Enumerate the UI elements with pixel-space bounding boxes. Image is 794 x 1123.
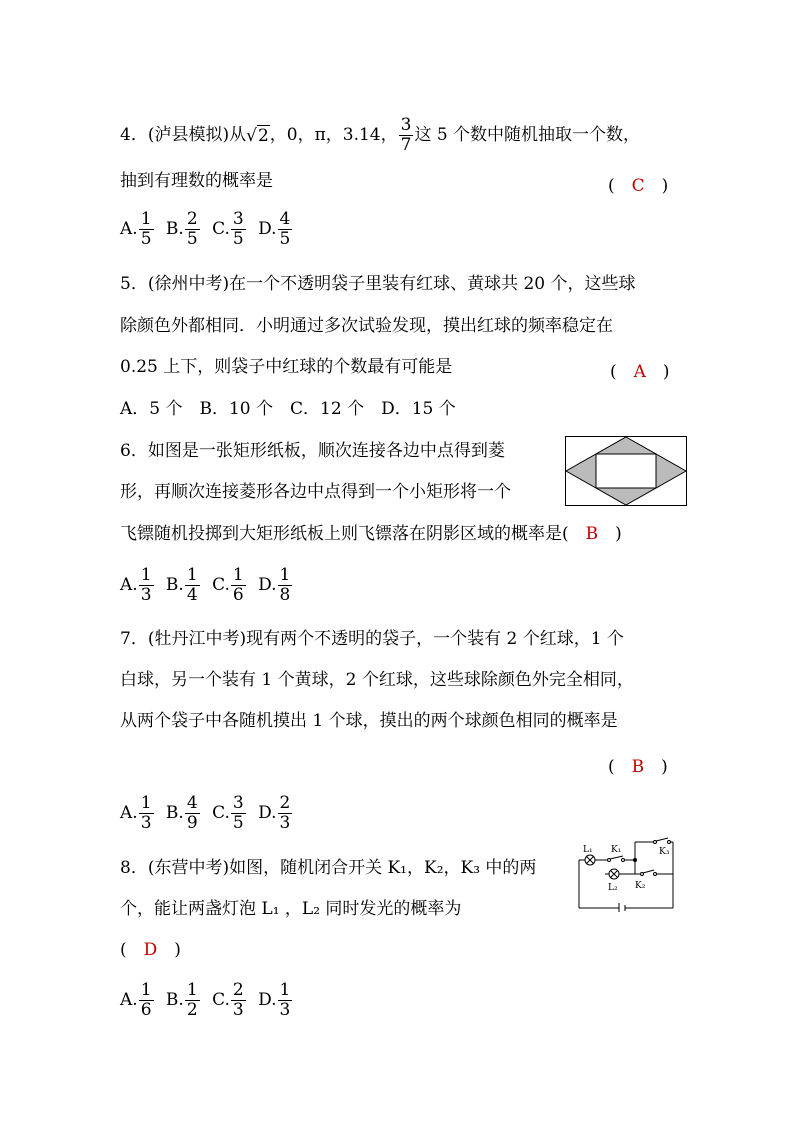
q6-line2: 形，再顺次连接菱形各边中点得到一个小矩形将一个: [120, 482, 511, 502]
q4-answer-box: ( C ): [608, 176, 669, 196]
sqrt-2: √2: [246, 125, 269, 146]
q7-line3: 从两个袋子中各随机摸出 1 个球，摸出的两个球颜色相同的概率是: [120, 711, 618, 731]
q8-answer-box: ( D ): [120, 940, 181, 960]
q5-line1: 5．(徐州中考)在一个不透明袋子里装有红球、黄球共 20 个，这些球: [120, 274, 636, 294]
q4-line1: 4．(泸县模拟)从√2，0，π，3.14， $\frac{3}{7}$ 这 5 个数中随机抽取一个数，: [120, 115, 641, 155]
rectangle-diagram: [565, 436, 687, 506]
label-l1: L₁: [583, 845, 593, 855]
circuit-diagram: [575, 830, 677, 912]
fraction-3-7: $\frac{3}{7}$: [400, 115, 412, 155]
label-k2: K₂: [635, 881, 646, 891]
q8-line1: 8．(东营中考)如图，随机闭合开关 K₁，K₂，K₃ 中的两: [120, 858, 537, 878]
q6-answer: B: [585, 524, 599, 544]
q8-line2: 个，能让两盏灯泡 L₁ ，L₂ 同时发光的概率为: [120, 899, 462, 919]
q8-options: A. $\frac{1}{6}$ B. $\frac{1}{2}$ C. $\frac{2}{3}$ D. $\frac{1}{3}$: [120, 980, 291, 1020]
q5-answer-box: ( A ): [610, 362, 670, 382]
q6-line3: 飞镖随机投掷到大矩形纸板上则飞镖落在阴影区域的概率是( B ): [120, 524, 622, 544]
q4-line2: 抽到有理数的概率是: [120, 171, 273, 191]
q6-options: A. $\frac{1}{3}$ B. $\frac{1}{4}$ C. $\frac{1}{6}$ D. $\frac{1}{8}$: [120, 565, 291, 605]
label-k1: K₁: [611, 845, 622, 855]
q5-options: A．5 个 B．10 个 C．12 个 D．15 个: [120, 399, 456, 419]
q5-line3: 0.25 上下，则袋子中红球的个数最有可能是: [120, 357, 453, 377]
q7-line2: 白球，另一个装有 1 个黄球，2 个红球，这些球除颜色外完全相同，: [120, 670, 634, 690]
q4-prefix: 4．(泸县模拟)从: [120, 125, 247, 145]
q7-answer-box: ( B ): [608, 757, 668, 777]
q7-options: A. $\frac{1}{3}$ B. $\frac{4}{9}$ C. $\frac{3}{5}$ D. $\frac{2}{3}$: [120, 793, 291, 833]
q4-options: A. $\frac{1}{5}$ B. $\frac{2}{5}$ C. $\frac{3}{5}$ D. $\frac{4}{5}$: [120, 209, 291, 249]
q7-line1: 7．(牡丹江中考)现有两个不透明的袋子，一个装有 2 个红球，1 个: [120, 629, 624, 649]
q5-line2: 除颜色外都相同．小明通过多次试验发现，摸出红球的频率稳定在: [120, 316, 613, 336]
q6-line1: 6．如图是一张矩形纸板，顺次连接各边中点得到菱: [120, 441, 505, 461]
label-l2: L₂: [608, 883, 618, 893]
label-k3: K₃: [659, 847, 670, 857]
